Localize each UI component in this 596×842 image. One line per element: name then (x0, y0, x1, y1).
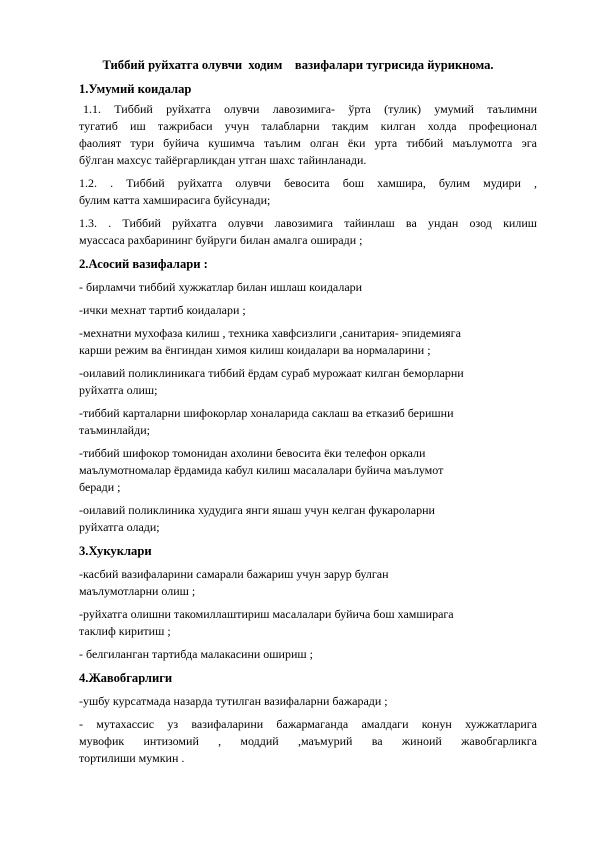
list-item: руйхатга олиш; (79, 383, 158, 397)
section-1-heading: 1.Умумий коидалар (79, 82, 192, 96)
list-item: карши режим ва ёнгиндан химоя килиш коидалари ва нормаларини ; (79, 343, 431, 357)
list-item: -тиббий шифокор томонидан ахолини бевосита ёки телефон оркали (79, 446, 426, 460)
list-item: беради ; (79, 480, 121, 494)
list-item: -оилавий поликлиникага тиббий ёрдам сураб мурожаат килган беморларни (79, 366, 464, 380)
paragraph-line: 1.3. . Тиббий руйхатга олувчи лавозимига тайинлаш ва ундан озод килиш (79, 216, 537, 230)
list-item: маълумотномалар ёрдамида кабул килиш масалалари буйича маълумот (79, 463, 444, 477)
paragraph-line: муассаса рахбарининг буйруги билан амалга оширади ; (79, 233, 363, 247)
list-item: тортилиши мумкин . (79, 751, 185, 765)
list-item: руйхатга олади; (79, 520, 160, 534)
list-item: таъминлайди; (79, 423, 150, 437)
paragraph-line: 1.2. . Тиббий руйхатга олувчи бевосита бош хамшира, булим мудири , (79, 176, 537, 190)
section-2-heading: 2.Асосий вазифалари : (79, 257, 208, 271)
paragraph-line: фаолият тури буйича кушимча таълим олган ёки урта тиббий маълумотга эга (79, 136, 537, 150)
list-item: -касбий вазифаларини самарали бажариш учун зарур булган (79, 567, 389, 581)
document-title: Тиббий руйхатга олувчи ходим вазифалари тугрисида йурикнома. (102, 58, 494, 72)
list-item: -ички мехнат тартиб коидалари ; (79, 303, 246, 317)
list-item: -тиббий карталарни шифокорлар хоналарида саклаш ва етказиб беришни (79, 406, 454, 420)
list-item: мувофик интизомий , моддий ,маъмурий ва жиноий жавобгарликга (79, 734, 537, 748)
list-item: -мехнатни мухофаза килиш , техника хавфсизлиги ,санитария- эпидемияга (79, 326, 461, 340)
list-item: - мутахассис уз вазифаларини бажармаганда амалдаги конун хужжатларига (79, 717, 537, 731)
list-item: таклиф киритиш ; (79, 624, 171, 638)
list-item: маълумотларни олиш ; (79, 584, 196, 598)
section-3-heading: 3.Хукуклари (79, 544, 152, 558)
paragraph-line: тугатиб иш тажрибаси учун талабларни такдим килган холда профеционал (79, 119, 537, 133)
list-item: - белгиланган тартибда малакасини ошириш ; (79, 647, 313, 661)
section-4-heading: 4.Жавобгарлиги (79, 671, 173, 685)
paragraph-line: булим катта хамширасига буйсунади; (79, 193, 271, 207)
list-item: - бирламчи тиббий хужжатлар билан ишлаш коидалари (79, 280, 363, 294)
paragraph-line: бўлган махсус тайёргарликдан утган шахс тайинланади. (79, 153, 367, 167)
list-item: -ушбу курсатмада назарда тутилган вазифаларни бажаради ; (79, 694, 388, 708)
list-item: -руйхатга олишни такомиллаштириш масалалари буйича бош хамширага (79, 607, 454, 621)
paragraph-line: 1.1. Тиббий руйхатга олувчи лавозимига- ўрта (тулик) умумий таълимни (83, 102, 537, 116)
list-item: -оилавий поликлиника худудига янги яшаш учун келган фукароларни (79, 503, 435, 517)
